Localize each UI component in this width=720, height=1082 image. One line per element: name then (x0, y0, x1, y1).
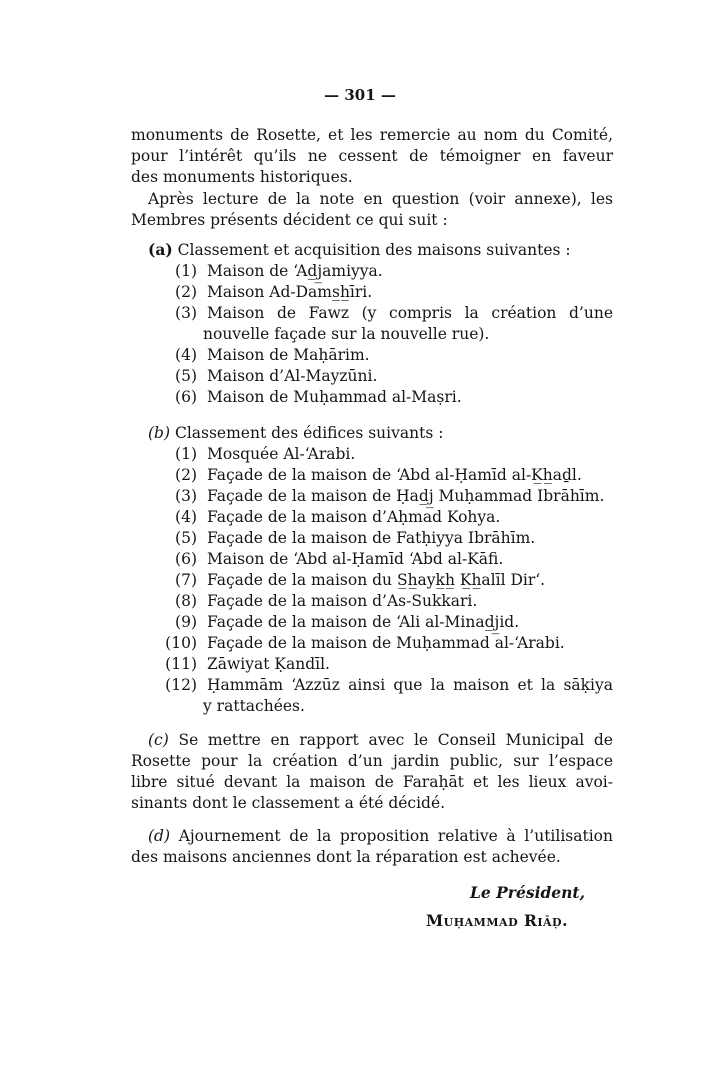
section-label: (a) (148, 240, 173, 259)
list-item-text: Façade de la maison de ‘Ali al-Minad̲j̲id. (207, 613, 520, 631)
text-line: Rosette pour la création d’un jardin public, sur l’espace (131, 752, 613, 770)
signature-title: Le Président, (470, 883, 585, 902)
list-item-text: Façade de la maison d’Aḥmad Kohya. (207, 508, 501, 526)
list-item-continuation: nouvelle façade sur la nouvelle rue). (203, 325, 490, 343)
list-item-text: Façade de la maison de Ḥad̲j̲ Muḥammad Ibrāhīm. (207, 487, 605, 505)
text-line: monuments de Rosette, et les remercie au nom du Comité, (131, 126, 613, 144)
list-item (131, 654, 613, 674)
list-item-number: (2) (175, 466, 197, 484)
list-item-text: Maison de ‘Abd al-Ḥamīd ‘Abd al-Kāfi. (207, 550, 504, 568)
list-item (131, 486, 613, 506)
list-item (131, 570, 613, 590)
list-item (131, 675, 613, 695)
list-item (131, 303, 613, 323)
list-item (131, 633, 613, 653)
list-item-text: Mosquée Al-‘Arabi. (207, 445, 356, 463)
list-item (131, 387, 613, 407)
list-item-continuation: y rattachées. (203, 697, 305, 715)
list-item-number: (4) (175, 346, 197, 364)
section-heading (148, 240, 613, 260)
list-item-number: (3) (175, 487, 197, 505)
section-title: Classement et acquisition des maisons suivantes : (177, 241, 571, 259)
list-item-number: (9) (175, 613, 197, 631)
section-label: (b) (148, 424, 171, 442)
list-item-number: (11) (165, 655, 197, 673)
list-item-number: (5) (175, 367, 197, 385)
list-item (131, 528, 613, 548)
list-item-text: Façade de la maison d’As-Sukkari. (207, 592, 478, 610)
list-item-text: Façade de la maison de ‘Abd al-Ḥamīd al-K̲h̲aḏl. (207, 466, 582, 484)
section-label: (d) (148, 827, 171, 845)
text-line: libre situé devant la maison de Faraḥāt et les lieux avoi- (131, 773, 613, 791)
page-number: — 301 — (324, 86, 396, 104)
text-span: Se mettre en rapport avec le Conseil Municipal de (178, 731, 613, 749)
list-item-number: (10) (165, 634, 197, 652)
text-line: Membres présents décident ce qui suit : (131, 211, 448, 229)
section-label: (c) (148, 731, 169, 749)
list-item-text: Maison Ad-Dams̲h̲īri. (207, 283, 373, 301)
text-line: Après lecture de la note en question (voir annexe), les (148, 190, 613, 208)
list-item (131, 465, 613, 485)
list-item-number: (6) (175, 550, 197, 568)
text-line (148, 826, 613, 846)
list-item-number: (2) (175, 283, 197, 301)
list-item-number: (7) (175, 571, 197, 589)
list-item-text: Maison d’Al-Mayzūni. (207, 367, 378, 385)
list-item-number: (1) (175, 445, 197, 463)
list-item (131, 444, 613, 464)
text-line: pour l’intérêt qu’ils ne cessent de témoigner en faveur (131, 147, 613, 165)
text-line: sinants dont le classement a été décidé. (131, 794, 446, 812)
list-item (131, 282, 613, 302)
list-item-text: Façade de la maison de Fatḥiyya Ibrāhīm. (207, 529, 536, 547)
list-item-text: Façade de la maison de Muḥammad al-‘Arabi. (207, 634, 565, 652)
list-item-number: (8) (175, 592, 197, 610)
list-item (131, 507, 613, 527)
list-item (131, 549, 613, 569)
list-item-number: (1) (175, 262, 197, 280)
list-item (131, 261, 613, 281)
list-item-text: Maison de Fawz (y compris la création d’une (207, 304, 613, 322)
list-item-number: (5) (175, 529, 197, 547)
list-item-text: Ḥammām ‘Azzūz ainsi que la maison et la sāḳiya (207, 676, 613, 694)
text-span: Ajournement de la proposition relative à l’utilisation (178, 827, 613, 845)
list-item (131, 612, 613, 632)
list-item-number: (3) (175, 304, 197, 322)
list-item-number: (4) (175, 508, 197, 526)
list-item (131, 345, 613, 365)
list-item-text: Maison de Maḥārim. (207, 346, 370, 364)
text-line: des monuments historiques. (131, 168, 353, 186)
list-item-text: Maison de ‘Ad̲j̲amiyya. (207, 262, 383, 280)
list-item-text: Façade de la maison du S̲h̲ayk̲h̲ K̲h̲alīl Dir‘. (207, 571, 546, 589)
text-line: des maisons anciennes dont la réparation est achevée. (131, 848, 561, 866)
section-title: Classement des édifices suivants : (174, 424, 444, 442)
list-item-text: Zāwiyat Ḳandīl. (207, 655, 330, 673)
list-item-text: Maison de Muḥammad al-Maṣri. (207, 388, 462, 406)
list-item-number: (12) (165, 676, 197, 694)
text-line (148, 730, 613, 750)
section-heading (148, 423, 613, 443)
signature-name: Muḥammad Riāḍ. (426, 911, 568, 930)
list-item-number: (6) (175, 388, 197, 406)
list-item (131, 366, 613, 386)
list-item (131, 591, 613, 611)
